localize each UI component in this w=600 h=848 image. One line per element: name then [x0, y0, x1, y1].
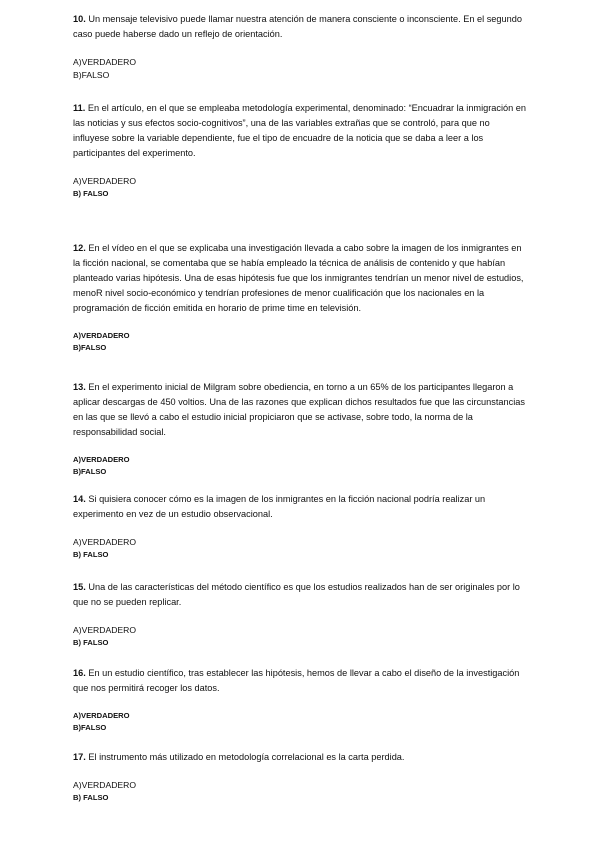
options	[73, 56, 528, 82]
question-number: 10.	[73, 14, 86, 24]
question-text: En el artículo, en el que se empleaba metodología experimental, denominado: “Encuadrar la inmigración en las noticias y sus efectos socio-cognitivos”, una de las variables extrañas que se controló, para que no influyese sobre la variable dependiente, fue el tipo de encuadre de la noticia que se daba a leer a los participantes del experimento.	[73, 103, 527, 158]
question-text: El instrumento más utilizado en metodología correlacional es la carta perdida.	[88, 752, 405, 762]
options	[73, 454, 528, 478]
option-b[interactable]: B) FALSO	[73, 189, 109, 198]
options	[73, 330, 528, 354]
option-a[interactable]: A)VERDADERO	[73, 780, 137, 790]
question-text: Una de las características del método científico es que los estudios realizados han de ser originales por lo que no se pueden replicar.	[73, 582, 520, 607]
option-a[interactable]: A)VERDADERO	[73, 537, 137, 547]
option-b[interactable]: B)FALSO	[73, 467, 107, 476]
question-stem	[73, 580, 528, 610]
options	[73, 710, 528, 734]
question-number: 11.	[73, 103, 86, 113]
question-10	[73, 12, 528, 82]
question-number: 16.	[73, 668, 86, 678]
options	[73, 536, 528, 561]
options	[73, 175, 528, 200]
question-14	[73, 492, 528, 561]
question-number: 14.	[73, 494, 86, 504]
question-stem	[73, 12, 528, 42]
question-17	[73, 750, 528, 804]
question-12	[73, 241, 528, 354]
question-stem	[73, 241, 528, 316]
question-stem	[73, 750, 528, 765]
option-b[interactable]: B) FALSO	[73, 638, 109, 647]
question-number: 13.	[73, 382, 86, 392]
question-13	[73, 380, 528, 478]
option-a[interactable]: A)VERDADERO	[73, 711, 130, 720]
option-b[interactable]: B)FALSO	[73, 723, 107, 732]
question-15	[73, 580, 528, 649]
question-stem	[73, 666, 528, 696]
question-text: En el experimento inicial de Milgram sobre obediencia, en torno a un 65% de los participantes llegaron a aplicar descargas de 450 voltios. Una de las razones que explican dichos resultados fue que las circunstancias en las que se llevó a cabo el estudio inicial propiciaron que se activase, sobre todo, la norma de la responsabilidad social.	[73, 382, 525, 437]
option-b[interactable]: B) FALSO	[73, 793, 109, 802]
option-b[interactable]: B) FALSO	[73, 550, 109, 559]
option-a[interactable]: A)VERDADERO	[73, 455, 130, 464]
question-stem	[73, 101, 528, 161]
option-a[interactable]: A)VERDADERO	[73, 331, 130, 340]
options	[73, 624, 528, 649]
option-a[interactable]: A)VERDADERO	[73, 625, 137, 635]
option-b[interactable]: B)FALSO	[73, 343, 107, 352]
question-16	[73, 666, 528, 734]
options	[73, 779, 528, 804]
option-a[interactable]: A)VERDADERO	[73, 176, 137, 186]
question-text: Si quisiera conocer cómo es la imagen de los inmigrantes en la ficción nacional podría realizar un experimento en vez de un estudio observacional.	[73, 494, 486, 519]
question-number: 15.	[73, 582, 86, 592]
option-a[interactable]: A)VERDADERO	[73, 57, 137, 67]
question-number: 17.	[73, 752, 86, 762]
question-11	[73, 101, 528, 200]
question-text: En un estudio científico, tras establecer las hipótesis, hemos de llevar a cabo el diseño de la investigación que nos permitirá recoger los datos.	[73, 668, 520, 693]
question-text: Un mensaje televisivo puede llamar nuestra atención de manera consciente o inconsciente. En el segundo caso puede haberse dado un reflejo de orientación.	[73, 14, 522, 39]
question-stem	[73, 380, 528, 440]
option-b[interactable]: B)FALSO	[73, 70, 110, 80]
question-text: En el vídeo en el que se explicaba una investigación llevada a cabo sobre la imagen de los inmigrantes en la ficción nacional, se comentaba que se había empleado la técnica de análisis de contenido y que habían planteado varias hipótesis. Una de esas hipótesis fue que los inmigrantes tendrían un menor nivel de estudios, menoR nivel socio-económico y tendrían profesiones de menor cualificación que los nacionales en la programación de ficción emitida en horario de prime time en televisión.	[73, 243, 524, 313]
question-stem	[73, 492, 528, 522]
question-number: 12.	[73, 243, 86, 253]
